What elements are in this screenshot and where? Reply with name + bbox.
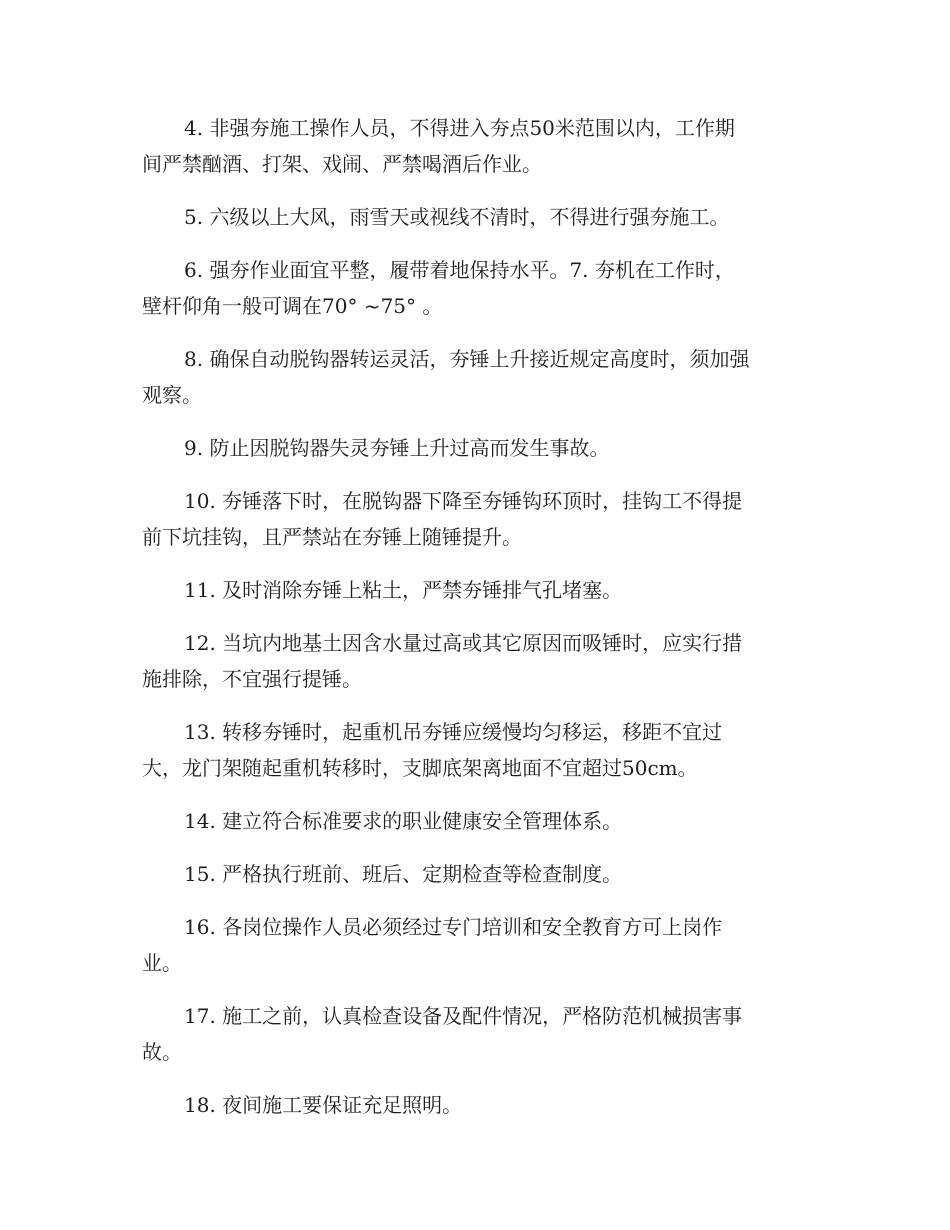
paragraph-item-12 — [142, 625, 814, 697]
text-line: 业。 — [142, 951, 182, 975]
text-line: 14. 建立符合标准要求的职业健康安全管理体系。 — [184, 809, 623, 833]
paragraph-item-8 — [142, 341, 814, 413]
text-line: 大，龙门架随起重机转移时，支脚底架离地面不宜超过50cm。 — [142, 756, 698, 780]
text-line: 15. 严格执行班前、班后、定期检查等检查制度。 — [184, 862, 623, 886]
text-line: 施排除，不宜强行提锤。 — [142, 667, 362, 691]
text-line: 前下坑挂钩，且严禁站在夯锤上随锤提升。 — [142, 525, 522, 549]
text-line: 12. 当坑内地基土因含水量过高或其它原因而吸锤时，应实行措 — [184, 631, 743, 655]
paragraph-item-13 — [142, 714, 814, 786]
text-line: 13. 转移夯锤时，起重机吊夯锤应缓慢均匀移运，移距不宜过 — [184, 720, 723, 744]
text-line: 壁杆仰角一般可调在70° ~75° 。 — [142, 294, 443, 318]
paragraph-item-14 — [142, 803, 814, 839]
text-line: 6. 强夯作业面宜平整，履带着地保持水平。7. 夯机在工作时， — [184, 258, 735, 282]
text-line: 17. 施工之前，认真检查设备及配件情况，严格防范机械损害事 — [184, 1004, 743, 1028]
paragraph-item-10 — [142, 483, 814, 555]
paragraph-item-15 — [142, 856, 814, 892]
paragraph-item-4 — [142, 110, 814, 182]
text-line: 观察。 — [142, 383, 202, 407]
text-line: 间严禁酗酒、打架、戏闹、严禁喝酒后作业。 — [142, 152, 542, 176]
text-line: 18. 夜间施工要保证充足照明。 — [184, 1093, 463, 1117]
paragraph-item-6-7 — [142, 252, 814, 324]
text-line: 16. 各岗位操作人员必须经过专门培训和安全教育方可上岗作 — [184, 915, 723, 939]
paragraph-item-16 — [142, 909, 814, 981]
text-line: 10. 夯锤落下时，在脱钩器下降至夯锤钩环顶时，挂钩工不得提 — [184, 489, 743, 513]
document-body — [142, 110, 814, 1140]
text-line: 故。 — [142, 1040, 182, 1064]
paragraph-item-11 — [142, 572, 814, 608]
paragraph-item-9 — [142, 430, 814, 466]
paragraph-item-5 — [142, 199, 814, 235]
paragraph-item-17 — [142, 998, 814, 1070]
text-line: 4. 非强夯施工操作人员，不得进入夯点50米范围以内，工作期 — [184, 116, 735, 140]
text-line: 11. 及时消除夯锤上粘土，严禁夯锤排气孔堵塞。 — [184, 578, 623, 602]
text-line: 5. 六级以上大风，雨雪天或视线不清时，不得进行强夯施工。 — [184, 205, 730, 229]
paragraph-item-18 — [142, 1087, 814, 1123]
text-line: 8. 确保自动脱钩器转运灵活，夯锤上升接近规定高度时，须加强 — [184, 347, 750, 371]
text-line: 9. 防止因脱钩器失灵夯锤上升过高而发生事故。 — [184, 436, 610, 460]
